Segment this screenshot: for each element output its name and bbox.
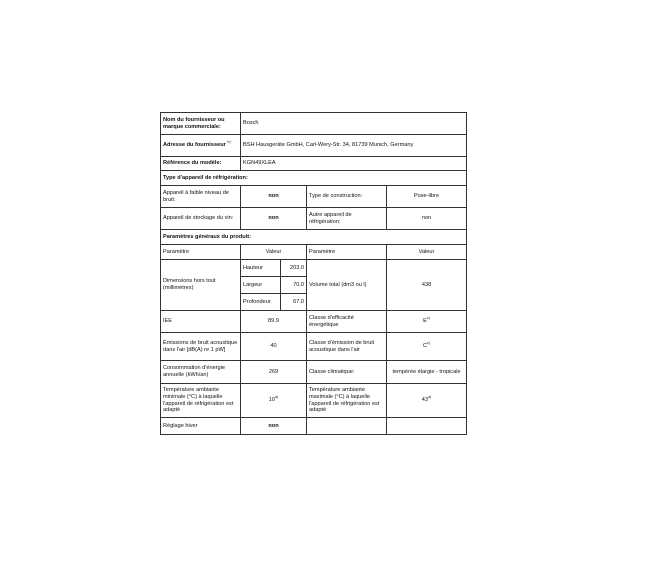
- param-column-header: Paramètre: [161, 245, 241, 260]
- param-column-header-2: Paramètre: [307, 245, 387, 260]
- noise-row: [161, 333, 467, 361]
- dimensions-row-height: [161, 260, 467, 277]
- params-section-title: Paramètres généraux du produit:: [161, 230, 467, 245]
- supplier-address-note: b) :: [227, 140, 233, 145]
- value-column-header-2: Valeur: [387, 245, 467, 260]
- product-information-sheet: [160, 112, 467, 435]
- depth-value: 67.0: [281, 294, 307, 311]
- width-value: 70.0: [281, 277, 307, 294]
- min-temp-value: 10: [268, 397, 276, 404]
- consumption-label: Consommation d'énergie annuelle (kWh/an): [161, 361, 241, 384]
- wine-label: Appareil de stockage du vin:: [161, 208, 241, 230]
- winter-value: non: [241, 418, 307, 435]
- min-temp-label: Température ambiante minimale (°C) à laquelle l'appareil de réfrigération est adapté: [161, 384, 241, 418]
- eei-row: [161, 311, 467, 333]
- eei-value: 89.9: [241, 311, 307, 333]
- energy-class-label: Classe d'efficacité énergétique: [307, 311, 387, 333]
- winter-empty-value: [387, 418, 467, 435]
- max-temp-note: a): [428, 395, 432, 400]
- supplier-address-cell: [161, 135, 241, 157]
- supplier-name-value: Bosch: [241, 113, 467, 135]
- winter-row: [161, 418, 467, 435]
- width-label: Largeur: [241, 277, 281, 294]
- model-row: [161, 157, 467, 171]
- noise-class-cell: [387, 333, 467, 361]
- ambient-temp-row: [161, 384, 467, 418]
- energy-class-value: E: [423, 318, 427, 325]
- max-temp-cell: [387, 384, 467, 418]
- energy-class-cell: [387, 311, 467, 333]
- noise-value: 40: [241, 333, 307, 361]
- volume-value: 438: [387, 260, 467, 311]
- supplier-address-value: BSH Hausgeräte GmbH, Carl-Wery-Str. 34, 81739 Munich, Germany: [241, 135, 467, 157]
- supplier-name-row: [161, 113, 467, 135]
- type-section-row: [161, 171, 467, 186]
- model-value: KGN49XLEA: [241, 157, 467, 171]
- winter-label: Réglage hiver: [161, 418, 241, 435]
- eei-label: IEE: [161, 311, 241, 333]
- winter-empty-label: [307, 418, 387, 435]
- low-noise-value: non: [241, 186, 307, 208]
- supplier-name-label: Nom du fournisseur ou marque commerciale:: [161, 113, 241, 135]
- consumption-row: [161, 361, 467, 384]
- low-noise-row: [161, 186, 467, 208]
- other-appliance-label: Autre appareil de réfrigération:: [307, 208, 387, 230]
- params-header-row: [161, 245, 467, 260]
- min-temp-cell: [241, 384, 307, 418]
- supplier-address-label: Adresse du fournisseur: [163, 142, 226, 149]
- construction-value: Pose-libre: [387, 186, 467, 208]
- noise-class-label: Classe d'émission de bruit acoustique dans l'air: [307, 333, 387, 361]
- max-temp-value: 43: [421, 397, 429, 404]
- noise-class-value: C: [423, 343, 428, 350]
- low-noise-label: Appareil à faible niveau de bruit:: [161, 186, 241, 208]
- type-section-title: Type d'appareil de réfrigération:: [161, 171, 467, 186]
- height-label: Hauteur: [241, 260, 281, 277]
- dimensions-label: Dimensions hors tout (millimètres): [161, 260, 241, 311]
- value-column-header: Valeur: [241, 245, 307, 260]
- climate-value: tempérée élargie - tropicale: [387, 361, 467, 384]
- max-temp-label: Température ambiante maximale (°C) à laquelle l'appareil de réfrigération est adapté: [307, 384, 387, 418]
- consumption-value: 269: [241, 361, 307, 384]
- supplier-address-row: [161, 135, 467, 157]
- model-label: Référence du modèle:: [161, 157, 241, 171]
- height-value: 203.0: [281, 260, 307, 277]
- volume-label: Volume total (dm3 ou l): [307, 260, 387, 311]
- climate-label: Classe climatique:: [307, 361, 387, 384]
- construction-label: Type de construction:: [307, 186, 387, 208]
- other-appliance-value: non: [387, 208, 467, 230]
- energy-class-note: c): [426, 316, 430, 321]
- wine-value: non: [241, 208, 307, 230]
- noise-class-note: c): [427, 341, 431, 346]
- wine-row: [161, 208, 467, 230]
- min-temp-note: a): [275, 395, 279, 400]
- noise-label: Émissions de bruit acoustique dans l'air [dB(A) re 1 pW]: [161, 333, 241, 361]
- depth-label: Profondeur: [241, 294, 281, 311]
- params-section-row: [161, 230, 467, 245]
